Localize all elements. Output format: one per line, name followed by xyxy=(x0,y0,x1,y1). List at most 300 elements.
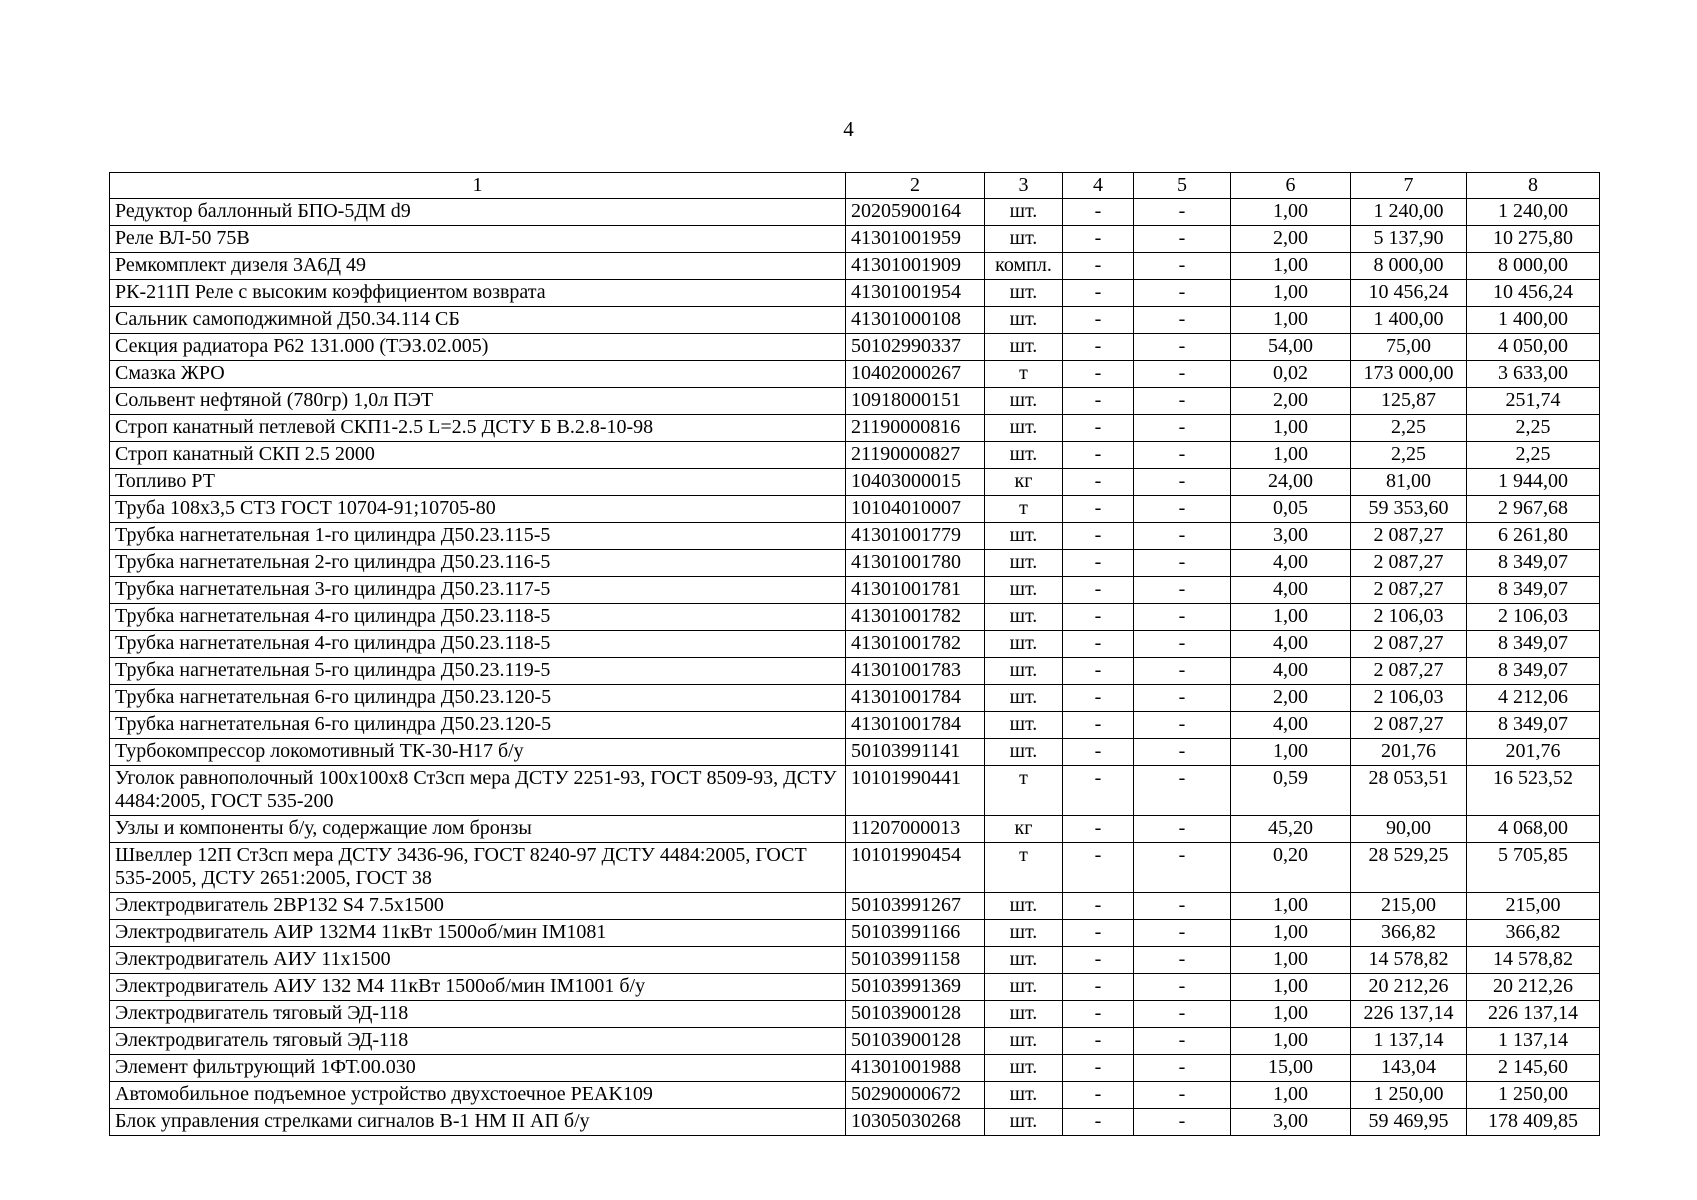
unit-cell: шт. xyxy=(985,658,1063,685)
column-4-cell: - xyxy=(1063,1082,1134,1109)
quantity-cell: 1,00 xyxy=(1231,604,1351,631)
item-code-cell: 50290000672 xyxy=(846,1082,985,1109)
column-5-cell: - xyxy=(1134,523,1231,550)
column-5-cell: - xyxy=(1134,1109,1231,1136)
quantity-cell: 1,00 xyxy=(1231,1082,1351,1109)
sum-cell: 14 578,82 xyxy=(1467,947,1600,974)
sum-cell: 251,74 xyxy=(1467,388,1600,415)
unit-cell: шт. xyxy=(985,1055,1063,1082)
unit-cell: шт. xyxy=(985,226,1063,253)
table-row xyxy=(110,1109,1600,1136)
column-5-cell: - xyxy=(1134,577,1231,604)
unit-cell: шт. xyxy=(985,947,1063,974)
unit-cell: шт. xyxy=(985,334,1063,361)
column-5-cell: - xyxy=(1134,604,1231,631)
quantity-cell: 1,00 xyxy=(1231,442,1351,469)
unit-cell: шт. xyxy=(985,1109,1063,1136)
price-cell: 226 137,14 xyxy=(1351,1001,1467,1028)
unit-cell: шт. xyxy=(985,893,1063,920)
column-5-cell: - xyxy=(1134,307,1231,334)
column-5-cell: - xyxy=(1134,442,1231,469)
unit-cell: кг xyxy=(985,816,1063,843)
column-4-cell: - xyxy=(1063,1055,1134,1082)
table-row xyxy=(110,415,1600,442)
price-cell: 28 529,25 xyxy=(1351,843,1467,893)
table-row xyxy=(110,920,1600,947)
column-4-cell: - xyxy=(1063,1001,1134,1028)
column-5-cell: - xyxy=(1134,496,1231,523)
sum-cell: 201,76 xyxy=(1467,739,1600,766)
price-cell: 2 106,03 xyxy=(1351,685,1467,712)
price-cell: 143,04 xyxy=(1351,1055,1467,1082)
item-code-cell: 10402000267 xyxy=(846,361,985,388)
table-row xyxy=(110,334,1600,361)
quantity-cell: 1,00 xyxy=(1231,199,1351,226)
table-row xyxy=(110,442,1600,469)
column-5-cell: - xyxy=(1134,415,1231,442)
quantity-cell: 1,00 xyxy=(1231,947,1351,974)
column-4-cell: - xyxy=(1063,388,1134,415)
table-row xyxy=(110,893,1600,920)
price-cell: 2 106,03 xyxy=(1351,604,1467,631)
column-5-cell: - xyxy=(1134,1001,1231,1028)
unit-cell: шт. xyxy=(985,1028,1063,1055)
sum-cell: 4 068,00 xyxy=(1467,816,1600,843)
sum-cell: 3 633,00 xyxy=(1467,361,1600,388)
item-code-cell: 10101990454 xyxy=(846,843,985,893)
quantity-cell: 1,00 xyxy=(1231,920,1351,947)
column-header: 8 xyxy=(1467,173,1600,199)
quantity-cell: 1,00 xyxy=(1231,739,1351,766)
item-name-cell: Секция радиатора Р62 131.000 (ТЭЗ.02.005) xyxy=(110,334,846,361)
table-row xyxy=(110,1001,1600,1028)
column-4-cell: - xyxy=(1063,1109,1134,1136)
item-name-cell: Топливо РТ xyxy=(110,469,846,496)
price-cell: 59 353,60 xyxy=(1351,496,1467,523)
sum-cell: 2,25 xyxy=(1467,415,1600,442)
price-cell: 2 087,27 xyxy=(1351,550,1467,577)
price-cell: 10 456,24 xyxy=(1351,280,1467,307)
sum-cell: 16 523,52 xyxy=(1467,766,1600,816)
column-4-cell: - xyxy=(1063,469,1134,496)
item-name-cell: Трубка нагнетательная 1-го цилиндра Д50.23.115-5 xyxy=(110,523,846,550)
item-code-cell: 21190000816 xyxy=(846,415,985,442)
item-name-cell: Трубка нагнетательная 5-го цилиндра Д50.23.119-5 xyxy=(110,658,846,685)
price-cell: 125,87 xyxy=(1351,388,1467,415)
table-row xyxy=(110,685,1600,712)
unit-cell: шт. xyxy=(985,1001,1063,1028)
column-4-cell: - xyxy=(1063,843,1134,893)
sum-cell: 4 212,06 xyxy=(1467,685,1600,712)
column-5-cell: - xyxy=(1134,739,1231,766)
item-code-cell: 41301001783 xyxy=(846,658,985,685)
column-5-cell: - xyxy=(1134,816,1231,843)
item-name-cell: Трубка нагнетательная 3-го цилиндра Д50.23.117-5 xyxy=(110,577,846,604)
unit-cell: шт. xyxy=(985,1082,1063,1109)
item-code-cell: 41301001780 xyxy=(846,550,985,577)
item-code-cell: 50103900128 xyxy=(846,1028,985,1055)
item-code-cell: 50103991158 xyxy=(846,947,985,974)
sum-cell: 226 137,14 xyxy=(1467,1001,1600,1028)
item-code-cell: 41301001959 xyxy=(846,226,985,253)
column-5-cell: - xyxy=(1134,920,1231,947)
sum-cell: 8 349,07 xyxy=(1467,658,1600,685)
item-code-cell: 41301001782 xyxy=(846,604,985,631)
sum-cell: 2 967,68 xyxy=(1467,496,1600,523)
price-cell: 20 212,26 xyxy=(1351,974,1467,1001)
price-cell: 28 053,51 xyxy=(1351,766,1467,816)
item-name-cell: Ремкомплект дизеля 3А6Д 49 xyxy=(110,253,846,280)
table-row xyxy=(110,388,1600,415)
column-5-cell: - xyxy=(1134,1055,1231,1082)
item-name-cell: Трубка нагнетательная 6-го цилиндра Д50.23.120-5 xyxy=(110,712,846,739)
column-header: 2 xyxy=(846,173,985,199)
item-name-cell: Турбокомпрессор локомотивный ТК-30-Н17 б/у xyxy=(110,739,846,766)
sum-cell: 2 145,60 xyxy=(1467,1055,1600,1082)
sum-cell: 8 349,07 xyxy=(1467,550,1600,577)
quantity-cell: 0,05 xyxy=(1231,496,1351,523)
unit-cell: шт. xyxy=(985,631,1063,658)
unit-cell: шт. xyxy=(985,307,1063,334)
price-cell: 14 578,82 xyxy=(1351,947,1467,974)
column-4-cell: - xyxy=(1063,739,1134,766)
quantity-cell: 24,00 xyxy=(1231,469,1351,496)
unit-cell: шт. xyxy=(985,604,1063,631)
unit-cell: шт. xyxy=(985,577,1063,604)
table-row xyxy=(110,199,1600,226)
column-4-cell: - xyxy=(1063,496,1134,523)
item-name-cell: Уголок равнополочный 100х100х8 Ст3сп мера ДСТУ 2251-93, ГОСТ 8509-93, ДСТУ 4484:2005, ГОСТ 535-200 xyxy=(110,766,846,816)
column-4-cell: - xyxy=(1063,550,1134,577)
table-row xyxy=(110,1055,1600,1082)
table-row xyxy=(110,843,1600,893)
column-4-cell: - xyxy=(1063,920,1134,947)
sum-cell: 8 349,07 xyxy=(1467,577,1600,604)
item-name-cell: Строп канатный петлевой СКП1-2.5 L=2.5 ДСТУ Б В.2.8-10-98 xyxy=(110,415,846,442)
column-5-cell: - xyxy=(1134,1082,1231,1109)
sum-cell: 215,00 xyxy=(1467,893,1600,920)
sum-cell: 366,82 xyxy=(1467,920,1600,947)
item-code-cell: 41301000108 xyxy=(846,307,985,334)
column-5-cell: - xyxy=(1134,469,1231,496)
price-cell: 75,00 xyxy=(1351,334,1467,361)
quantity-cell: 4,00 xyxy=(1231,631,1351,658)
item-name-cell: Электродвигатель АИУ 11х1500 xyxy=(110,947,846,974)
column-5-cell: - xyxy=(1134,685,1231,712)
sum-cell: 8 349,07 xyxy=(1467,712,1600,739)
column-5-cell: - xyxy=(1134,631,1231,658)
quantity-cell: 2,00 xyxy=(1231,226,1351,253)
column-4-cell: - xyxy=(1063,361,1134,388)
unit-cell: шт. xyxy=(985,523,1063,550)
item-name-cell: Элемент фильтрующий 1ФТ.00.030 xyxy=(110,1055,846,1082)
column-4-cell: - xyxy=(1063,893,1134,920)
column-4-cell: - xyxy=(1063,253,1134,280)
unit-cell: кг xyxy=(985,469,1063,496)
sum-cell: 10 275,80 xyxy=(1467,226,1600,253)
unit-cell: шт. xyxy=(985,388,1063,415)
table-row xyxy=(110,816,1600,843)
item-code-cell: 50103900128 xyxy=(846,1001,985,1028)
item-code-cell: 41301001909 xyxy=(846,253,985,280)
table-row xyxy=(110,658,1600,685)
column-4-cell: - xyxy=(1063,712,1134,739)
column-4-cell: - xyxy=(1063,280,1134,307)
sum-cell: 178 409,85 xyxy=(1467,1109,1600,1136)
materials-table xyxy=(109,172,1600,1136)
item-code-cell: 10403000015 xyxy=(846,469,985,496)
column-4-cell: - xyxy=(1063,226,1134,253)
unit-cell: т xyxy=(985,496,1063,523)
item-code-cell: 10101990441 xyxy=(846,766,985,816)
column-4-cell: - xyxy=(1063,577,1134,604)
column-header: 6 xyxy=(1231,173,1351,199)
quantity-cell: 2,00 xyxy=(1231,685,1351,712)
item-code-cell: 41301001781 xyxy=(846,577,985,604)
column-4-cell: - xyxy=(1063,307,1134,334)
quantity-cell: 45,20 xyxy=(1231,816,1351,843)
item-name-cell: Сольвент нефтяной (780гр) 1,0л ПЭТ xyxy=(110,388,846,415)
unit-cell: компл. xyxy=(985,253,1063,280)
item-code-cell: 10104010007 xyxy=(846,496,985,523)
column-4-cell: - xyxy=(1063,631,1134,658)
sum-cell: 1 240,00 xyxy=(1467,199,1600,226)
table-row xyxy=(110,280,1600,307)
table-row xyxy=(110,226,1600,253)
column-5-cell: - xyxy=(1134,361,1231,388)
item-code-cell: 10918000151 xyxy=(846,388,985,415)
item-name-cell: Смазка ЖРО xyxy=(110,361,846,388)
sum-cell: 2,25 xyxy=(1467,442,1600,469)
table-row xyxy=(110,523,1600,550)
table-row xyxy=(110,631,1600,658)
sum-cell: 1 250,00 xyxy=(1467,1082,1600,1109)
item-code-cell: 21190000827 xyxy=(846,442,985,469)
item-name-cell: Электродвигатель АИУ 132 М4 11кВт 1500об/мин IM1001 б/у xyxy=(110,974,846,1001)
price-cell: 2,25 xyxy=(1351,415,1467,442)
table-row xyxy=(110,712,1600,739)
unit-cell: шт. xyxy=(985,442,1063,469)
sum-cell: 10 456,24 xyxy=(1467,280,1600,307)
column-number-row xyxy=(110,173,1600,199)
column-4-cell: - xyxy=(1063,658,1134,685)
unit-cell: т xyxy=(985,843,1063,893)
quantity-cell: 1,00 xyxy=(1231,253,1351,280)
column-5-cell: - xyxy=(1134,388,1231,415)
price-cell: 90,00 xyxy=(1351,816,1467,843)
quantity-cell: 4,00 xyxy=(1231,658,1351,685)
column-4-cell: - xyxy=(1063,974,1134,1001)
column-5-cell: - xyxy=(1134,550,1231,577)
sum-cell: 2 106,03 xyxy=(1467,604,1600,631)
table-body xyxy=(110,199,1600,1136)
price-cell: 201,76 xyxy=(1351,739,1467,766)
column-4-cell: - xyxy=(1063,766,1134,816)
price-cell: 1 400,00 xyxy=(1351,307,1467,334)
column-header: 5 xyxy=(1134,173,1231,199)
item-code-cell: 50102990337 xyxy=(846,334,985,361)
price-cell: 2 087,27 xyxy=(1351,658,1467,685)
unit-cell: шт. xyxy=(985,280,1063,307)
column-5-cell: - xyxy=(1134,893,1231,920)
column-5-cell: - xyxy=(1134,712,1231,739)
sum-cell: 6 261,80 xyxy=(1467,523,1600,550)
price-cell: 2,25 xyxy=(1351,442,1467,469)
table-row xyxy=(110,550,1600,577)
column-5-cell: - xyxy=(1134,1028,1231,1055)
quantity-cell: 0,02 xyxy=(1231,361,1351,388)
item-code-cell: 41301001779 xyxy=(846,523,985,550)
price-cell: 81,00 xyxy=(1351,469,1467,496)
quantity-cell: 4,00 xyxy=(1231,550,1351,577)
column-5-cell: - xyxy=(1134,253,1231,280)
price-cell: 366,82 xyxy=(1351,920,1467,947)
unit-cell: т xyxy=(985,361,1063,388)
item-code-cell: 11207000013 xyxy=(846,816,985,843)
item-code-cell: 50103991267 xyxy=(846,893,985,920)
column-header: 3 xyxy=(985,173,1063,199)
item-code-cell: 50103991141 xyxy=(846,739,985,766)
price-cell: 1 250,00 xyxy=(1351,1082,1467,1109)
price-cell: 59 469,95 xyxy=(1351,1109,1467,1136)
quantity-cell: 0,20 xyxy=(1231,843,1351,893)
column-5-cell: - xyxy=(1134,843,1231,893)
column-header: 1 xyxy=(110,173,846,199)
item-name-cell: Сальник самоподжимной Д50.34.114 СБ xyxy=(110,307,846,334)
table-row xyxy=(110,1028,1600,1055)
column-header: 7 xyxy=(1351,173,1467,199)
sum-cell: 8 000,00 xyxy=(1467,253,1600,280)
item-name-cell: Электродвигатель АИР 132М4 11кВт 1500об/мин IM1081 xyxy=(110,920,846,947)
column-4-cell: - xyxy=(1063,604,1134,631)
item-code-cell: 41301001784 xyxy=(846,685,985,712)
column-5-cell: - xyxy=(1134,947,1231,974)
item-code-cell: 10305030268 xyxy=(846,1109,985,1136)
table-row xyxy=(110,604,1600,631)
unit-cell: шт. xyxy=(985,974,1063,1001)
item-name-cell: Автомобильное подъемное устройство двухстоечное PEAK109 xyxy=(110,1082,846,1109)
unit-cell: шт. xyxy=(985,685,1063,712)
table-row xyxy=(110,974,1600,1001)
quantity-cell: 3,00 xyxy=(1231,1109,1351,1136)
column-4-cell: - xyxy=(1063,816,1134,843)
price-cell: 1 137,14 xyxy=(1351,1028,1467,1055)
sum-cell: 1 400,00 xyxy=(1467,307,1600,334)
item-name-cell: Блок управления стрелками сигналов В-1 НМ II АП б/у xyxy=(110,1109,846,1136)
price-cell: 5 137,90 xyxy=(1351,226,1467,253)
column-4-cell: - xyxy=(1063,523,1134,550)
quantity-cell: 54,00 xyxy=(1231,334,1351,361)
table-row xyxy=(110,469,1600,496)
sum-cell: 20 212,26 xyxy=(1467,974,1600,1001)
table-row xyxy=(110,947,1600,974)
quantity-cell: 15,00 xyxy=(1231,1055,1351,1082)
item-code-cell: 50103991369 xyxy=(846,974,985,1001)
item-name-cell: РК-211П Реле с высоким коэффициентом возврата xyxy=(110,280,846,307)
item-name-cell: Трубка нагнетательная 6-го цилиндра Д50.23.120-5 xyxy=(110,685,846,712)
price-cell: 2 087,27 xyxy=(1351,712,1467,739)
price-cell: 2 087,27 xyxy=(1351,523,1467,550)
quantity-cell: 1,00 xyxy=(1231,307,1351,334)
item-name-cell: Электродвигатель тяговый ЭД-118 xyxy=(110,1001,846,1028)
quantity-cell: 4,00 xyxy=(1231,712,1351,739)
item-name-cell: Швеллер 12П Ст3сп мера ДСТУ 3436-96, ГОСТ 8240-97 ДСТУ 4484:2005, ГОСТ 535-2005, ДСТУ 2651:2005, ГОСТ 38 xyxy=(110,843,846,893)
quantity-cell: 2,00 xyxy=(1231,388,1351,415)
quantity-cell: 0,59 xyxy=(1231,766,1351,816)
column-5-cell: - xyxy=(1134,280,1231,307)
table-row xyxy=(110,361,1600,388)
table-row xyxy=(110,496,1600,523)
table-row xyxy=(110,739,1600,766)
unit-cell: шт. xyxy=(985,415,1063,442)
sum-cell: 8 349,07 xyxy=(1467,631,1600,658)
sum-cell: 1 944,00 xyxy=(1467,469,1600,496)
table-row xyxy=(110,307,1600,334)
column-4-cell: - xyxy=(1063,685,1134,712)
column-5-cell: - xyxy=(1134,334,1231,361)
column-5-cell: - xyxy=(1134,658,1231,685)
column-4-cell: - xyxy=(1063,947,1134,974)
quantity-cell: 1,00 xyxy=(1231,974,1351,1001)
item-code-cell: 41301001954 xyxy=(846,280,985,307)
item-name-cell: Трубка нагнетательная 4-го цилиндра Д50.23.118-5 xyxy=(110,604,846,631)
table-row xyxy=(110,577,1600,604)
price-cell: 2 087,27 xyxy=(1351,577,1467,604)
sum-cell: 1 137,14 xyxy=(1467,1028,1600,1055)
item-name-cell: Трубка нагнетательная 4-го цилиндра Д50.23.118-5 xyxy=(110,631,846,658)
unit-cell: шт. xyxy=(985,199,1063,226)
item-name-cell: Трубка нагнетательная 2-го цилиндра Д50.23.116-5 xyxy=(110,550,846,577)
item-name-cell: Электродвигатель 2ВР132 S4 7.5х1500 xyxy=(110,893,846,920)
unit-cell: шт. xyxy=(985,550,1063,577)
table-row xyxy=(110,1082,1600,1109)
column-4-cell: - xyxy=(1063,199,1134,226)
quantity-cell: 1,00 xyxy=(1231,280,1351,307)
price-cell: 173 000,00 xyxy=(1351,361,1467,388)
unit-cell: т xyxy=(985,766,1063,816)
table-row xyxy=(110,766,1600,816)
column-5-cell: - xyxy=(1134,766,1231,816)
quantity-cell: 1,00 xyxy=(1231,1001,1351,1028)
quantity-cell: 3,00 xyxy=(1231,523,1351,550)
column-4-cell: - xyxy=(1063,334,1134,361)
sum-cell: 4 050,00 xyxy=(1467,334,1600,361)
item-name-cell: Редуктор баллонный БПО-5ДМ d9 xyxy=(110,199,846,226)
column-4-cell: - xyxy=(1063,415,1134,442)
price-cell: 215,00 xyxy=(1351,893,1467,920)
quantity-cell: 1,00 xyxy=(1231,1028,1351,1055)
unit-cell: шт. xyxy=(985,739,1063,766)
item-name-cell: Узлы и компоненты б/у, содержащие лом бронзы xyxy=(110,816,846,843)
column-header: 4 xyxy=(1063,173,1134,199)
item-name-cell: Электродвигатель тяговый ЭД-118 xyxy=(110,1028,846,1055)
quantity-cell: 4,00 xyxy=(1231,577,1351,604)
unit-cell: шт. xyxy=(985,920,1063,947)
quantity-cell: 1,00 xyxy=(1231,893,1351,920)
item-name-cell: Труба 108х3,5 СТ3 ГОСТ 10704-91;10705-80 xyxy=(110,496,846,523)
item-name-cell: Реле ВЛ-50 75В xyxy=(110,226,846,253)
column-4-cell: - xyxy=(1063,442,1134,469)
column-4-cell: - xyxy=(1063,1028,1134,1055)
item-code-cell: 20205900164 xyxy=(846,199,985,226)
item-code-cell: 50103991166 xyxy=(846,920,985,947)
page-number: 4 xyxy=(843,117,854,141)
column-5-cell: - xyxy=(1134,974,1231,1001)
item-code-cell: 41301001784 xyxy=(846,712,985,739)
item-code-cell: 41301001988 xyxy=(846,1055,985,1082)
item-name-cell: Строп канатный СКП 2.5 2000 xyxy=(110,442,846,469)
price-cell: 8 000,00 xyxy=(1351,253,1467,280)
